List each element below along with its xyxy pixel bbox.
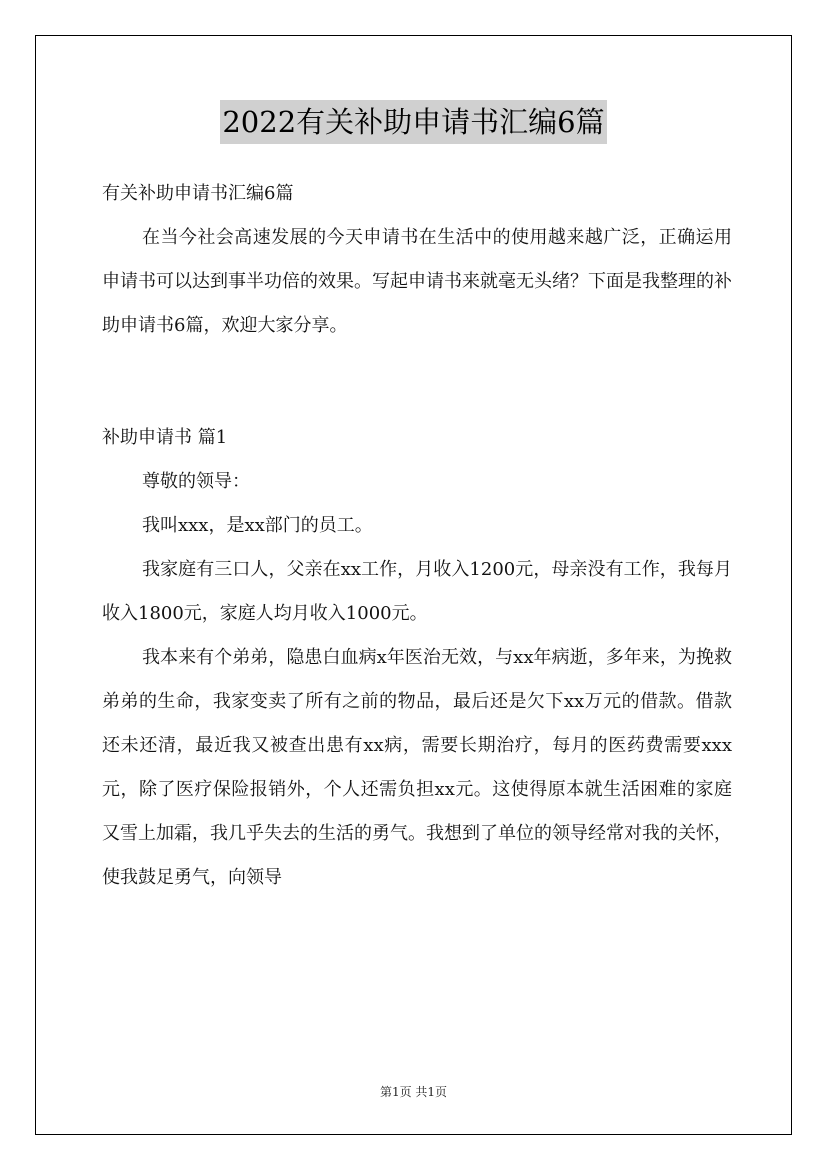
document-title: 2022有关补助申请书汇编6篇 [220, 100, 606, 144]
page-footer [0, 1083, 827, 1101]
title-area [0, 100, 827, 144]
body-paragraph: 我叫xxx，是xx部门的员工。 [142, 515, 373, 536]
section-gap [102, 348, 732, 402]
body-paragraph: 我本来有个弟弟，隐患白血病x年医治无效，与xx年病逝，多年来，为挽救弟弟的生命，我家变卖了所有之前的物品，最后还是欠下xx万元的借款。借款还未还清，最近我又被查出患有xx病，需要长期治疗，每月的医药费需要xxx元，除了医疗保险报销外，个人还需负担xx元。这使得原本就生活困难的家庭又雪上加霜，我几乎失去的生活的勇气。我想到了单位的领导经常对我的关怀，使我鼓足勇气，向领导 [102, 647, 732, 888]
document-subtitle: 有关补助申请书汇编6篇 [102, 183, 294, 204]
body-paragraph: 我家庭有三口人，父亲在xx工作，月收入1200元，母亲没有工作，我每月收入1800元，家庭人均月收入1000元。 [102, 559, 732, 624]
section-heading: 补助申请书 篇1 [102, 427, 228, 448]
page-number: 第1页 共1页 [379, 1085, 448, 1099]
document-body [102, 172, 732, 900]
salutation: 尊敬的领导： [142, 471, 250, 492]
intro-paragraph: 在当今社会高速发展的今天申请书在生活中的使用越来越广泛，正确运用申请书可以达到事半功倍的效果。写起申请书来就毫无头绪？下面是我整理的补助申请书6篇，欢迎大家分享。 [102, 227, 732, 336]
